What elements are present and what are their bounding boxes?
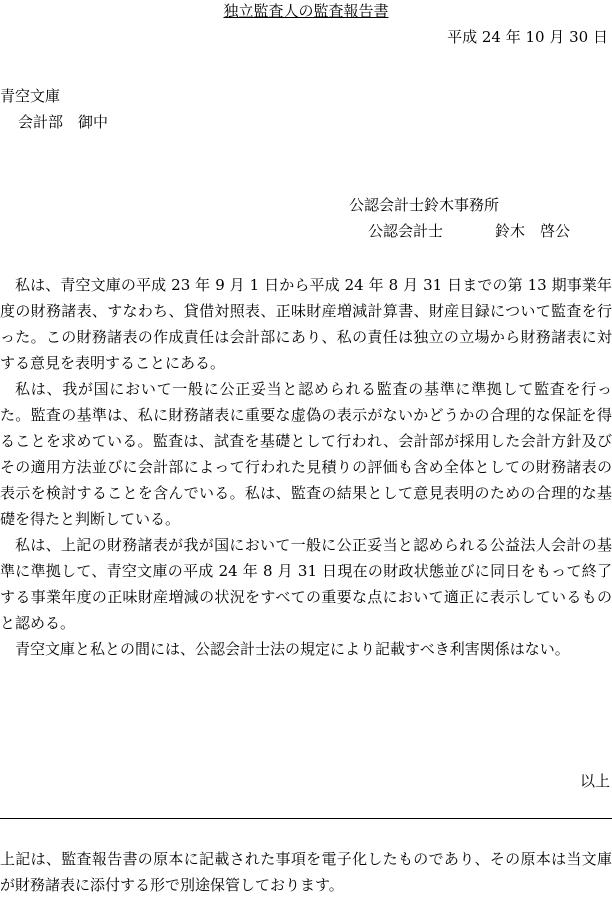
- auditor-title: 公認会計士: [368, 222, 444, 240]
- body-paragraph-interest: 青空文庫と私との間には、公認会計士法の規定により記載すべき利害関係はない。: [15, 640, 570, 658]
- document-title-text: 独立監査人の監査報告書: [223, 2, 389, 20]
- report-body: [0, 272, 612, 662]
- auditor-name: 鈴木 啓公: [495, 222, 571, 240]
- auditor-signature-line: [349, 218, 570, 244]
- document-title: [0, 1, 612, 21]
- body-paragraph-basis: 私は、我が国において一般に公正妥当と認められる監査の基準に準拠して監査を行った。監査の基準は、私に財務諸表に重要な虚偽の表示がないかどうかの合理的な保証を得ることを求めている。監査は、試査を基礎として行われ、会計部が採用した会計方針及びその適用方法並びに会計部によって行われた見積りの評価も含め全体としての財務諸表の表示を検討することを含んでいる。私は、監査の結果として意見表明のための合理的な基礎を得たと判断している。: [0, 380, 612, 528]
- footnote: 上記は、監査報告書の原本に記載された事項を電子化したものであり、その原本は当文庫が財務諸表に添付する形で別途保管しております。: [0, 850, 612, 894]
- addressee-department: 会計部 御中: [18, 113, 109, 131]
- section-divider: [0, 818, 612, 819]
- body-paragraph-opinion: 私は、上記の財務諸表が我が国において一般に公正妥当と認められる公益法人会計の基準に準拠して、青空文庫の平成 24 年 8 月 31 日現在の財政状態並びに同日をもって終了する事業年度の正味財産増減の状況をすべての重要な点において適正に表示しているものと認める。: [0, 536, 612, 632]
- body-paragraph-scope: 私は、青空文庫の平成 23 年 9 月 1 日から平成 24 年 8 月 31 日までの第 13 期事業年度の財務諸表、すなわち、貸借対照表、正味財産増減計算書、財産目録について監査を行った。この財務諸表の作成責任は会計部にあり、私の責任は独立の立場から財務諸表に対する意見を表明することにある。: [0, 276, 612, 372]
- report-date: 平成 24 年 10 月 30 日: [447, 28, 608, 46]
- addressee-block: [0, 83, 108, 135]
- addressee-organization: 青空文庫: [0, 87, 61, 105]
- closing-mark: 以上: [579, 772, 610, 790]
- auditor-block: [349, 192, 570, 244]
- auditor-firm: 公認会計士鈴木事務所: [349, 196, 500, 214]
